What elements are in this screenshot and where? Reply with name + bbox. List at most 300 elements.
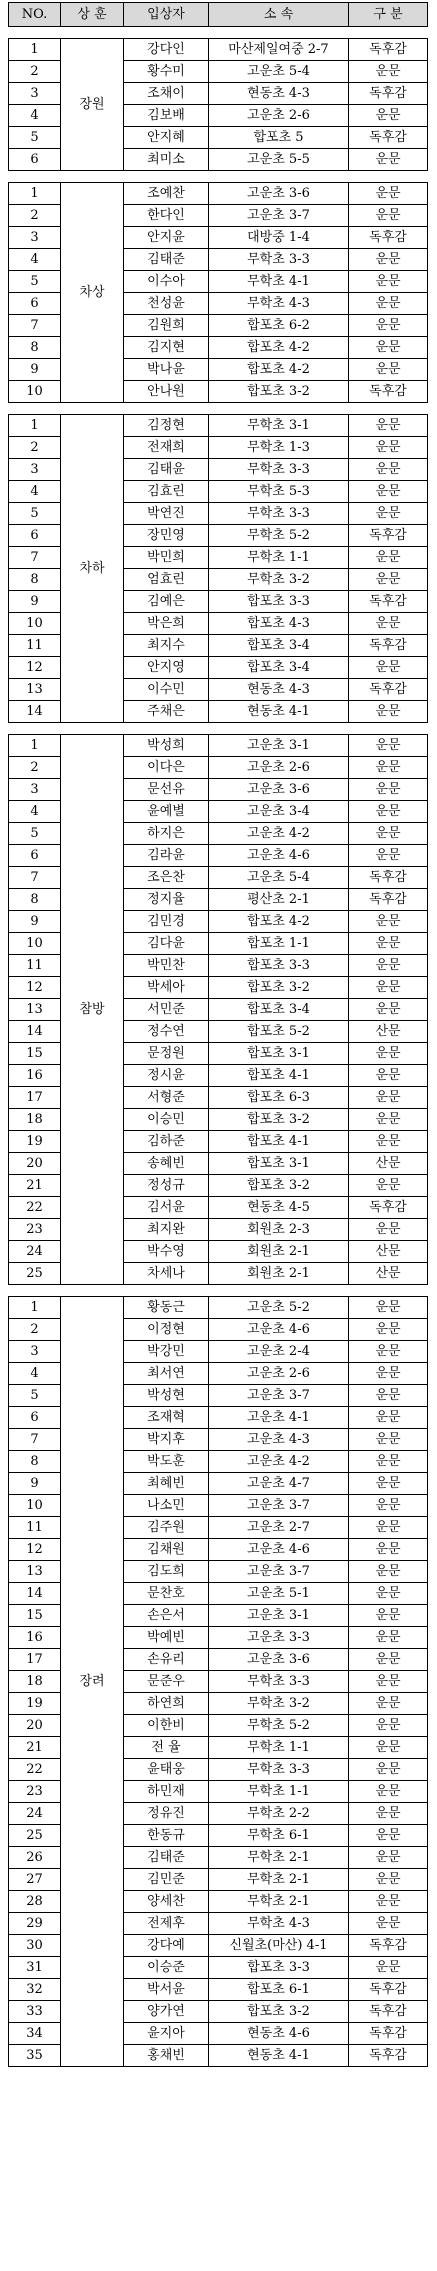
row-number: 11 (9, 955, 61, 977)
table-row (9, 183, 428, 205)
winner-name: 서형준 (124, 1087, 209, 1109)
school-class: 고운초 2-6 (209, 1363, 349, 1385)
row-number: 9 (9, 591, 61, 613)
row-number: 4 (9, 801, 61, 823)
winner-name: 황수미 (124, 61, 209, 83)
winner-name: 안지혜 (124, 127, 209, 149)
entry-category: 운문 (349, 779, 428, 801)
school-class: 고운초 5-2 (209, 1297, 349, 1319)
row-number: 32 (9, 1979, 61, 2001)
row-number: 14 (9, 1583, 61, 1605)
row-number: 6 (9, 149, 61, 171)
row-number: 6 (9, 1407, 61, 1429)
winner-name: 김보배 (124, 105, 209, 127)
school-class: 고운초 5-1 (209, 1583, 349, 1605)
winner-name: 홍채빈 (124, 2045, 209, 2067)
winner-name: 정지율 (124, 889, 209, 911)
school-class: 합포초 5-2 (209, 1021, 349, 1043)
school-class: 고운초 4-6 (209, 1539, 349, 1561)
entry-category: 운문 (349, 1451, 428, 1473)
winner-name: 김하준 (124, 1131, 209, 1153)
school-class: 무학초 3-3 (209, 459, 349, 481)
school-class: 합포초 4-2 (209, 337, 349, 359)
row-number: 21 (9, 1175, 61, 1197)
school-class: 합포초 3-3 (209, 1957, 349, 1979)
entry-category: 운문 (349, 547, 428, 569)
winner-name: 김효린 (124, 481, 209, 503)
row-number: 5 (9, 823, 61, 845)
entry-category: 독후감 (349, 39, 428, 61)
school-class: 합포초 4-2 (209, 359, 349, 381)
entry-category: 운문 (349, 359, 428, 381)
row-number: 22 (9, 1759, 61, 1781)
entry-category: 운문 (349, 1847, 428, 1869)
winner-name: 이승민 (124, 1109, 209, 1131)
winner-name: 박예빈 (124, 1627, 209, 1649)
entry-category: 운문 (349, 1671, 428, 1693)
school-class: 무학초 1-1 (209, 1781, 349, 1803)
winner-name: 이정현 (124, 1319, 209, 1341)
entry-category: 독후감 (349, 1935, 428, 1957)
row-number: 6 (9, 845, 61, 867)
winner-name: 김태준 (124, 249, 209, 271)
school-class: 합포초 1-1 (209, 933, 349, 955)
winner-name: 조은찬 (124, 867, 209, 889)
row-number: 16 (9, 1065, 61, 1087)
winner-name: 한다인 (124, 205, 209, 227)
entry-category: 독후감 (349, 1979, 428, 2001)
winner-name: 전제후 (124, 1913, 209, 1935)
school-class: 고운초 3-6 (209, 779, 349, 801)
winner-name: 김정현 (124, 415, 209, 437)
row-number: 2 (9, 61, 61, 83)
entry-category: 운문 (349, 1087, 428, 1109)
winner-name: 최미소 (124, 149, 209, 171)
row-number: 21 (9, 1737, 61, 1759)
row-number: 27 (9, 1869, 61, 1891)
entry-category: 운문 (349, 1065, 428, 1087)
entry-category: 운문 (349, 1627, 428, 1649)
entry-category: 운문 (349, 503, 428, 525)
row-number: 18 (9, 1109, 61, 1131)
winner-name: 김태준 (124, 1847, 209, 1869)
award-table (8, 2, 428, 2067)
entry-category: 운문 (349, 933, 428, 955)
entry-category: 운문 (349, 1759, 428, 1781)
school-class: 대방중 1-4 (209, 227, 349, 249)
row-number: 25 (9, 1263, 61, 1285)
school-class: 합포초 3-1 (209, 1153, 349, 1175)
winner-name: 박나윤 (124, 359, 209, 381)
school-class: 무학초 3-3 (209, 1671, 349, 1693)
winner-name: 이수민 (124, 679, 209, 701)
row-number: 19 (9, 1693, 61, 1715)
entry-category: 독후감 (349, 2023, 428, 2045)
school-class: 합포초 3-3 (209, 955, 349, 977)
row-number: 35 (9, 2045, 61, 2067)
entry-category: 운문 (349, 271, 428, 293)
entry-category: 운문 (349, 1825, 428, 1847)
winner-name: 이다은 (124, 757, 209, 779)
school-class: 고운초 2-4 (209, 1341, 349, 1363)
entry-category: 독후감 (349, 679, 428, 701)
school-class: 합포초 6-1 (209, 1979, 349, 2001)
row-number: 5 (9, 127, 61, 149)
entry-category: 운문 (349, 1781, 428, 1803)
entry-category: 독후감 (349, 867, 428, 889)
winner-name: 박강민 (124, 1341, 209, 1363)
winner-name: 문준우 (124, 1671, 209, 1693)
entry-category: 독후감 (349, 2001, 428, 2023)
winner-name: 황동근 (124, 1297, 209, 1319)
entry-category: 운문 (349, 183, 428, 205)
group-separator (9, 723, 428, 735)
entry-category: 운문 (349, 1539, 428, 1561)
header-row (9, 3, 428, 27)
winner-name: 양세찬 (124, 1891, 209, 1913)
row-number: 1 (9, 415, 61, 437)
school-class: 무학초 3-3 (209, 1759, 349, 1781)
winner-name: 김서윤 (124, 1197, 209, 1219)
row-number: 15 (9, 1043, 61, 1065)
entry-category: 운문 (349, 1429, 428, 1451)
row-number: 4 (9, 481, 61, 503)
winner-name: 한동규 (124, 1825, 209, 1847)
school-class: 무학초 3-3 (209, 249, 349, 271)
row-number: 34 (9, 2023, 61, 2045)
entry-category: 운문 (349, 977, 428, 999)
winner-name: 이한비 (124, 1715, 209, 1737)
entry-category: 산문 (349, 1153, 428, 1175)
winner-name: 서민준 (124, 999, 209, 1021)
winner-name: 전 율 (124, 1737, 209, 1759)
school-class: 합포초 3-2 (209, 381, 349, 403)
entry-category: 운문 (349, 481, 428, 503)
winner-name: 하연희 (124, 1693, 209, 1715)
school-class: 무학초 1-1 (209, 547, 349, 569)
entry-category: 산문 (349, 1263, 428, 1285)
row-number: 7 (9, 547, 61, 569)
school-class: 현동초 4-6 (209, 2023, 349, 2045)
school-class: 무학초 2-1 (209, 1891, 349, 1913)
row-number: 2 (9, 205, 61, 227)
school-class: 고운초 4-6 (209, 845, 349, 867)
entry-category: 운문 (349, 61, 428, 83)
entry-category: 운문 (349, 105, 428, 127)
entry-category: 독후감 (349, 525, 428, 547)
school-class: 고운초 5-5 (209, 149, 349, 171)
winner-name: 강다인 (124, 39, 209, 61)
row-number: 2 (9, 437, 61, 459)
entry-category: 독후감 (349, 2045, 428, 2067)
entry-category: 운문 (349, 1341, 428, 1363)
school-class: 평산초 2-1 (209, 889, 349, 911)
row-number: 7 (9, 315, 61, 337)
entry-category: 운문 (349, 1385, 428, 1407)
winner-name: 박은희 (124, 613, 209, 635)
winner-name: 김채원 (124, 1539, 209, 1561)
row-number: 17 (9, 1087, 61, 1109)
entry-category: 운문 (349, 1891, 428, 1913)
entry-category: 운문 (349, 1517, 428, 1539)
entry-category: 독후감 (349, 227, 428, 249)
entry-category: 운문 (349, 293, 428, 315)
entry-category: 운문 (349, 1319, 428, 1341)
winner-name: 김다윤 (124, 933, 209, 955)
entry-category: 운문 (349, 315, 428, 337)
winner-name: 박성희 (124, 735, 209, 757)
winner-name: 장민영 (124, 525, 209, 547)
row-number: 24 (9, 1803, 61, 1825)
row-number: 13 (9, 1561, 61, 1583)
entry-category: 운문 (349, 613, 428, 635)
winner-name: 박민희 (124, 547, 209, 569)
school-class: 합포초 3-4 (209, 999, 349, 1021)
winner-name: 윤예별 (124, 801, 209, 823)
entry-category: 운문 (349, 1175, 428, 1197)
school-class: 무학초 1-1 (209, 1737, 349, 1759)
row-number: 20 (9, 1153, 61, 1175)
school-class: 고운초 3-3 (209, 1627, 349, 1649)
row-number: 10 (9, 613, 61, 635)
row-number: 6 (9, 525, 61, 547)
row-number: 8 (9, 1451, 61, 1473)
winner-name: 윤태웅 (124, 1759, 209, 1781)
school-class: 고운초 4-1 (209, 1407, 349, 1429)
winner-name: 최서연 (124, 1363, 209, 1385)
group-separator-cell (9, 403, 428, 415)
school-class: 고운초 4-7 (209, 1473, 349, 1495)
entry-category: 독후감 (349, 1197, 428, 1219)
school-class: 현동초 4-5 (209, 1197, 349, 1219)
school-class: 무학초 5-2 (209, 525, 349, 547)
winner-name: 주채은 (124, 701, 209, 723)
entry-category: 운문 (349, 801, 428, 823)
row-number: 1 (9, 183, 61, 205)
row-number: 14 (9, 1021, 61, 1043)
award-grade: 차상 (61, 183, 124, 403)
row-number: 10 (9, 933, 61, 955)
winner-name: 송혜빈 (124, 1153, 209, 1175)
winner-name: 박민찬 (124, 955, 209, 977)
school-class: 회원초 2-1 (209, 1263, 349, 1285)
entry-category: 운문 (349, 249, 428, 271)
winner-name: 김주원 (124, 1517, 209, 1539)
group-separator-cell (9, 1285, 428, 1297)
entry-category: 운문 (349, 1649, 428, 1671)
school-class: 고운초 5-4 (209, 61, 349, 83)
entry-category: 운문 (349, 1495, 428, 1517)
award-grade: 차하 (61, 415, 124, 723)
winner-name: 전재희 (124, 437, 209, 459)
winner-name: 박연진 (124, 503, 209, 525)
entry-category: 운문 (349, 337, 428, 359)
school-class: 고운초 3-4 (209, 801, 349, 823)
entry-category: 운문 (349, 437, 428, 459)
school-class: 현동초 4-3 (209, 679, 349, 701)
row-number: 9 (9, 911, 61, 933)
school-class: 합포초 3-2 (209, 1109, 349, 1131)
group-separator (9, 1285, 428, 1297)
row-number: 5 (9, 271, 61, 293)
winner-name: 정성규 (124, 1175, 209, 1197)
winner-name: 김예은 (124, 591, 209, 613)
school-class: 회원초 2-3 (209, 1219, 349, 1241)
entry-category: 독후감 (349, 127, 428, 149)
winner-name: 엄효린 (124, 569, 209, 591)
school-class: 무학초 6-1 (209, 1825, 349, 1847)
winner-name: 정시윤 (124, 1065, 209, 1087)
row-number: 20 (9, 1715, 61, 1737)
award-grade: 참방 (61, 735, 124, 1285)
winner-name: 손유리 (124, 1649, 209, 1671)
school-class: 무학초 2-1 (209, 1847, 349, 1869)
row-number: 5 (9, 503, 61, 525)
winner-name: 박도훈 (124, 1451, 209, 1473)
winner-name: 김라윤 (124, 845, 209, 867)
row-number: 14 (9, 701, 61, 723)
school-class: 고운초 3-7 (209, 1561, 349, 1583)
row-number: 12 (9, 1539, 61, 1561)
row-number: 28 (9, 1891, 61, 1913)
row-number: 33 (9, 2001, 61, 2023)
school-class: 고운초 3-1 (209, 735, 349, 757)
row-number: 13 (9, 999, 61, 1021)
entry-category: 운문 (349, 1803, 428, 1825)
entry-category: 산문 (349, 1241, 428, 1263)
school-class: 무학초 3-1 (209, 415, 349, 437)
school-class: 무학초 3-3 (209, 503, 349, 525)
school-class: 무학초 4-3 (209, 293, 349, 315)
school-class: 무학초 3-2 (209, 569, 349, 591)
winner-name: 최지수 (124, 635, 209, 657)
entry-category: 운문 (349, 415, 428, 437)
school-class: 고운초 3-7 (209, 1495, 349, 1517)
winner-name: 최혜빈 (124, 1473, 209, 1495)
entry-category: 운문 (349, 823, 428, 845)
entry-category: 운문 (349, 955, 428, 977)
school-class: 고운초 3-6 (209, 183, 349, 205)
row-number: 15 (9, 1605, 61, 1627)
header-name: 입상자 (124, 3, 209, 27)
entry-category: 운문 (349, 1913, 428, 1935)
school-class: 합포초 3-2 (209, 977, 349, 999)
winner-name: 안나원 (124, 381, 209, 403)
winner-name: 나소민 (124, 1495, 209, 1517)
winner-name: 손은서 (124, 1605, 209, 1627)
entry-category: 독후감 (349, 381, 428, 403)
school-class: 현동초 4-1 (209, 701, 349, 723)
row-number: 1 (9, 39, 61, 61)
entry-category: 운문 (349, 845, 428, 867)
entry-category: 운문 (349, 999, 428, 1021)
school-class: 합포초 3-3 (209, 591, 349, 613)
row-number: 23 (9, 1219, 61, 1241)
row-number: 17 (9, 1649, 61, 1671)
row-number: 3 (9, 779, 61, 801)
winner-name: 조예찬 (124, 183, 209, 205)
row-number: 3 (9, 1341, 61, 1363)
row-number: 26 (9, 1847, 61, 1869)
table-row (9, 39, 428, 61)
school-class: 합포초 4-2 (209, 911, 349, 933)
row-number: 9 (9, 359, 61, 381)
school-class: 현동초 4-3 (209, 83, 349, 105)
winner-name: 박수영 (124, 1241, 209, 1263)
row-number: 2 (9, 1319, 61, 1341)
school-class: 합포초 4-1 (209, 1131, 349, 1153)
award-list-sheet (8, 2, 427, 2067)
group-separator-cell (9, 27, 428, 39)
school-class: 고운초 2-6 (209, 757, 349, 779)
row-number: 29 (9, 1913, 61, 1935)
row-number: 1 (9, 735, 61, 757)
row-number: 9 (9, 1473, 61, 1495)
winner-name: 하지은 (124, 823, 209, 845)
winner-name: 안지영 (124, 657, 209, 679)
winner-name: 김지현 (124, 337, 209, 359)
row-number: 31 (9, 1957, 61, 1979)
header-school: 소 속 (209, 3, 349, 27)
winner-name: 이승준 (124, 1957, 209, 1979)
row-number: 16 (9, 1627, 61, 1649)
table-row (9, 735, 428, 757)
winner-name: 천성윤 (124, 293, 209, 315)
winner-name: 안지윤 (124, 227, 209, 249)
group-separator-cell (9, 723, 428, 735)
entry-category: 운문 (349, 1297, 428, 1319)
row-number: 4 (9, 105, 61, 127)
school-class: 합포초 3-4 (209, 635, 349, 657)
entry-category: 운문 (349, 1737, 428, 1759)
school-class: 마산제일여중 2-7 (209, 39, 349, 61)
school-class: 고운초 4-3 (209, 1429, 349, 1451)
school-class: 고운초 4-2 (209, 823, 349, 845)
row-number: 12 (9, 977, 61, 999)
entry-category: 운문 (349, 1363, 428, 1385)
row-number: 25 (9, 1825, 61, 1847)
winner-name: 박세아 (124, 977, 209, 999)
group-separator-cell (9, 171, 428, 183)
row-number: 24 (9, 1241, 61, 1263)
entry-category: 운문 (349, 1043, 428, 1065)
entry-category: 산문 (349, 1021, 428, 1043)
row-number: 8 (9, 569, 61, 591)
school-class: 합포초 6-2 (209, 315, 349, 337)
entry-category: 독후감 (349, 591, 428, 613)
winner-name: 정유진 (124, 1803, 209, 1825)
school-class: 고운초 2-7 (209, 1517, 349, 1539)
row-number: 11 (9, 1517, 61, 1539)
entry-category: 운문 (349, 657, 428, 679)
school-class: 합포초 4-3 (209, 613, 349, 635)
school-class: 합포초 3-2 (209, 1175, 349, 1197)
winner-name: 박성현 (124, 1385, 209, 1407)
winner-name: 김원희 (124, 315, 209, 337)
winner-name: 최지완 (124, 1219, 209, 1241)
group-separator (9, 403, 428, 415)
row-number: 23 (9, 1781, 61, 1803)
entry-category: 운문 (349, 205, 428, 227)
school-class: 무학초 4-3 (209, 1913, 349, 1935)
row-number: 3 (9, 83, 61, 105)
winner-name: 강다예 (124, 1935, 209, 1957)
winner-name: 김태윤 (124, 459, 209, 481)
row-number: 3 (9, 227, 61, 249)
entry-category: 운문 (349, 1957, 428, 1979)
school-class: 무학초 4-1 (209, 271, 349, 293)
winner-name: 박지후 (124, 1429, 209, 1451)
